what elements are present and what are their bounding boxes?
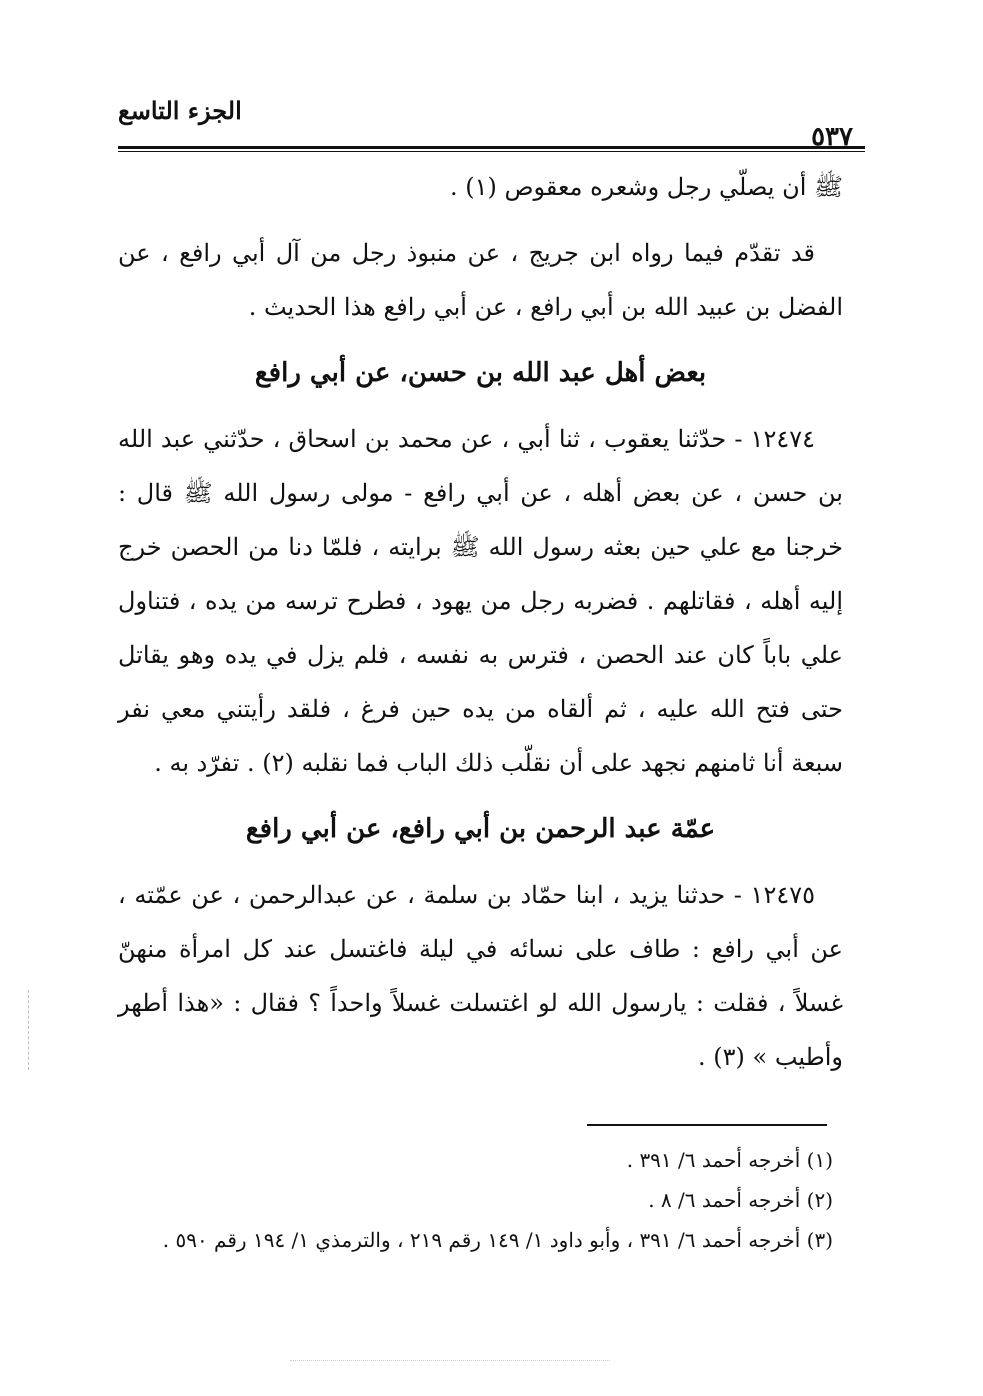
- section-heading: عمّة عبد الرحمن بن أبي رافع، عن أبي رافع: [245, 814, 716, 844]
- footnote: (٣) أخرجه أحمد ٦/ ٣٩١ ، وأبو داود ١/ ١٤٩ رقم ٢١٩ ، والترمذي ١/ ١٩٤ رقم ٥٩٠ .: [162, 1228, 833, 1252]
- section-heading: بعض أهل عبد الله بن حسن، عن أبي رافع: [254, 358, 707, 388]
- hadith-paragraph: ١٢٤٧٤ - حدّثنا يعقوب ، ثنا أبي ، عن محمد بن اسحاق ، حدّثني عبد الله بن حسن ، عن بعض أهله ، عن أبي رافع - مولى رسول الله ﷺ قال : خرجنا مع علي حين بعثه رسول الله ﷺ برايته ، فلمّا دنا من الحصن خرج إليه أهله ، فقاتلهم . فضربه رجل من يهود ، فطرح ترسه من يده ، فتناول علي باباً كان عند الحصن ، فترس به نفسه ، فلم يزل في يده وهو يقاتل حتى فتح الله عليه ، ثم ألقاه من يده حين فرغ ، فلقد رأيتني معي نفر سبعة أنا ثامنهم نجهد على أن نقلّب ذلك الباب فما نقلبه (٢) . تفرّد به .: [118, 425, 843, 777]
- footnote: (١) أخرجه أحمد ٦/ ٣٩١ .: [626, 1148, 833, 1172]
- page-number: ٥٣٧: [811, 122, 853, 152]
- main-text: [118, 160, 843, 1096]
- paragraph: قد تقدّم فيما رواه ابن جريج ، عن منبوذ رجل من آل أبي رافع ، عن الفضل بن عبيد الله بن أبي رافع ، عن أبي رافع هذا الحديث .: [118, 239, 843, 321]
- running-header-title: الجزء التاسع: [118, 96, 242, 125]
- text-line-continuation: ﷺ أن يصلّي رجل وشعره معقوص (١) .: [449, 173, 843, 201]
- scan-bottom-artifact: [290, 1360, 610, 1367]
- footnotes: [118, 1140, 833, 1260]
- footnote: (٢) أخرجه أحمد ٦/ ٨ .: [648, 1188, 833, 1212]
- hadith-paragraph: ١٢٤٧٥ - حدثنا يزيد ، ابنا حمّاد بن سلمة ، عن عبدالرحمن ، عن عمّته ، عن أبي رافع : طاف على نسائه في ليلة فاغتسل عند كل امرأة منهنّ غسلاً ، فقلت : يارسول الله لو اغتسلت غسلاً واحداً ؟ فقال : «هذا أطهر وأطيب » (٣) .: [118, 881, 843, 1071]
- scan-margin-artifact: [28, 990, 30, 1070]
- footnote-divider: [587, 1124, 827, 1126]
- header-divider: [118, 146, 865, 152]
